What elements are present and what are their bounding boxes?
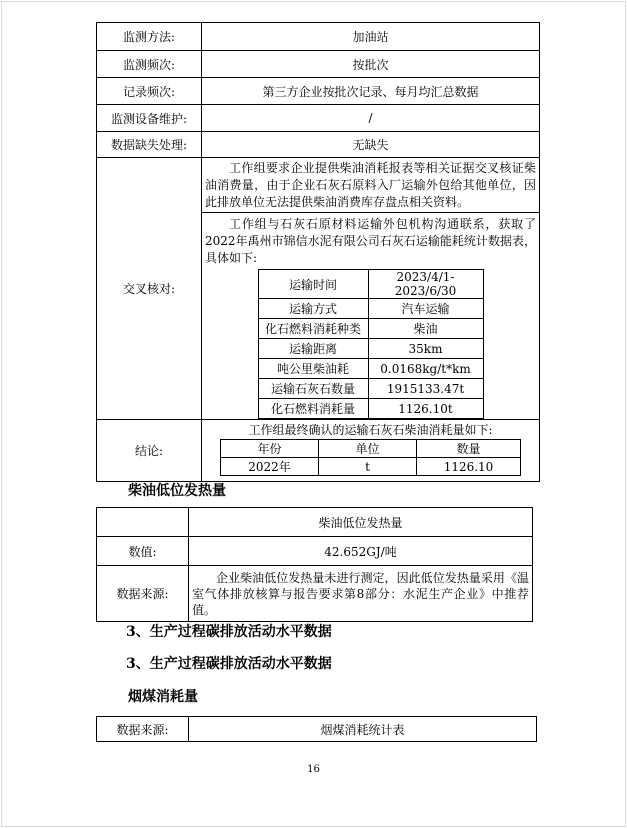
missing-value: 无缺失 — [202, 132, 540, 158]
missing-label: 数据缺失处理: — [97, 132, 202, 158]
coal-heading: 烟煤消耗量 — [128, 689, 198, 705]
coal-source-value: 烟煤消耗统计表 — [189, 717, 537, 742]
transport-row-label: 运输石灰石数量 — [258, 379, 368, 399]
maintenance-value: / — [202, 105, 540, 132]
crosscheck-detail-cell — [202, 213, 540, 420]
diesel-heading: 柴油低位发热量 — [128, 483, 226, 499]
diesel-value-label: 数值: — [97, 537, 189, 566]
transport-row-label: 化石燃料消耗量 — [258, 399, 368, 419]
transport-row-label: 吨公里柴油耗 — [258, 359, 368, 379]
conclusion-text: 工作组最终确认的运输石灰石柴油消耗量如下: — [248, 423, 493, 437]
transport-row-value: 2023/4/1-2023/6/30 — [368, 270, 483, 299]
method-value: 加油站 — [202, 23, 540, 51]
page-number: 16 — [307, 764, 320, 775]
diesel-source-label: 数据来源: — [97, 566, 189, 622]
conclusion-year: 2022年 — [221, 458, 319, 476]
coal-table — [96, 716, 537, 742]
diesel-source-text: 企业柴油低位发热量未进行测定，因此低位发热量采用《温室气体排放核算与报告要求第8部分：水泥生产企业》中推荐值。 — [189, 566, 533, 622]
record-label: 记录频次: — [97, 78, 202, 105]
conclusion-header-quantity: 数量 — [417, 440, 521, 458]
record-value: 第三方企业按批次记录、每月均汇总数据 — [202, 78, 540, 105]
transport-row-value: 0.0168kg/t*km — [368, 359, 483, 379]
monitoring-table — [96, 22, 540, 482]
transport-row-value: 1126.10t — [368, 399, 483, 419]
transport-row-label: 运输距离 — [258, 339, 368, 359]
diesel-value: 42.652GJ/吨 — [189, 537, 533, 566]
frequency-label: 监测频次: — [97, 51, 202, 78]
transport-table — [258, 269, 484, 419]
coal-source-label: 数据来源: — [97, 717, 189, 742]
diesel-table — [96, 507, 533, 622]
transport-row-label: 运输时间 — [258, 270, 368, 299]
transport-row-value: 柴油 — [368, 319, 483, 339]
transport-row-value: 1915133.47t — [368, 379, 483, 399]
maintenance-label: 监测设备维护: — [97, 105, 202, 132]
diesel-header-value: 柴油低位发热量 — [189, 508, 533, 537]
method-label: 监测方法: — [97, 23, 202, 51]
frequency-value: 按批次 — [202, 51, 540, 78]
section-heading-2: 3、生产过程碳排放活动水平数据 — [126, 656, 332, 672]
conclusion-label: 结论: — [97, 420, 202, 482]
transport-row-label: 运输方式 — [258, 299, 368, 319]
transport-row-value: 汽车运输 — [368, 299, 483, 319]
conclusion-table — [220, 439, 521, 476]
conclusion-quantity: 1126.10 — [417, 458, 521, 476]
section-heading-1: 3、生产过程碳排放活动水平数据 — [126, 624, 332, 640]
conclusion-header-year: 年份 — [221, 440, 319, 458]
conclusion-unit: t — [319, 458, 417, 476]
transport-row-value: 35km — [368, 339, 483, 359]
diesel-header-empty — [97, 508, 189, 537]
conclusion-header-unit: 单位 — [319, 440, 417, 458]
conclusion-cell — [202, 420, 540, 482]
transport-row-label: 化石燃料消耗种类 — [258, 319, 368, 339]
crosscheck-paragraph-1: 工作组要求企业提供柴油消耗报表等相关证据交叉核证柴油消费量，由于企业石灰石原料入厂运输外包给其他单位，因此排放单位无法提供柴油消费库存盘点相关资料。 — [202, 158, 540, 213]
crosscheck-label: 交叉核对: — [97, 158, 202, 420]
crosscheck-paragraph-2: 工作组与石灰石原材料运输外包机构沟通联系，获取了2022年禹州市锦信水泥有限公司石灰石运输能耗统计数据表，具体如下: — [205, 217, 536, 265]
